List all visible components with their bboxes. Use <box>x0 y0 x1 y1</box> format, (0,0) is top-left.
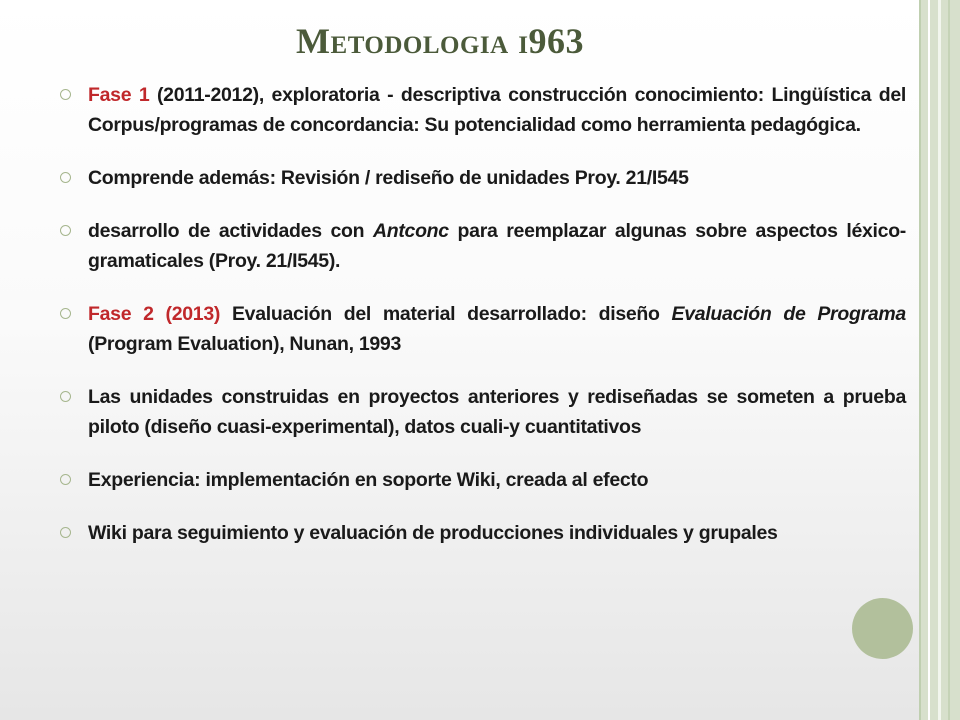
bullet-item-units <box>60 382 906 442</box>
phase-label: Fase 2 (2013) <box>88 303 221 325</box>
bullet-circle-icon <box>60 474 71 485</box>
bullet-circle-icon <box>60 527 71 538</box>
bullet-text-italic: Antconc <box>372 220 449 242</box>
frame-stripe <box>928 0 930 720</box>
bullet-item-antconc <box>60 216 906 276</box>
frame-stripe <box>948 0 950 720</box>
bullet-item-wiki <box>60 518 906 548</box>
bullet-item-revision <box>60 163 906 193</box>
phase-label: Fase 1 <box>88 84 150 106</box>
bullet-circle-icon <box>60 89 71 100</box>
bullet-text: Comprende además: Revisión / rediseño de unidades Proy. 21/I545 <box>88 167 689 189</box>
frame-stripe <box>938 0 941 720</box>
bullet-item-experience <box>60 465 906 495</box>
bullet-text-post: para reemplazar algunas sobre aspectos léxico-gramaticales (Proy. 21/I545). <box>88 220 907 272</box>
slide-title: Metodologia i963 <box>296 21 584 61</box>
bullet-circle-icon <box>60 308 71 319</box>
bullet-text: Wiki para seguimiento y evaluación de producciones individuales y grupales <box>88 522 778 544</box>
bullet-item-phase-1 <box>60 80 906 140</box>
bullet-circle-icon <box>60 225 71 236</box>
decorative-circle <box>852 598 913 659</box>
bullet-list <box>60 80 906 548</box>
bullet-text-italic: Evaluación de Programa <box>671 303 906 325</box>
frame-stripe <box>919 0 921 720</box>
bullet-text: (2011-2012), exploratoria - descriptiva construcción conocimiento: Lingüística del Corpus/programas de concordancia: Su potencialidad como herramienta pedagógica. <box>88 84 906 136</box>
bullet-item-phase-2 <box>60 299 906 359</box>
bullet-text-pre: Evaluación del material desarrollado: diseño <box>231 303 660 325</box>
bullet-text-post: (Program Evaluation), Nunan, 1993 <box>88 333 402 355</box>
bullet-text: Experiencia: implementación en soporte Wiki, creada al efecto <box>88 469 649 491</box>
bullet-text: Las unidades construidas en proyectos anteriores y rediseñadas se someten a prueba piloto (diseño cuasi-experimental), datos cuali-y cuantitativos <box>88 386 906 438</box>
bullet-circle-icon <box>60 172 71 183</box>
bullet-text-pre: desarrollo de actividades con <box>88 220 365 242</box>
bullet-circle-icon <box>60 391 71 402</box>
